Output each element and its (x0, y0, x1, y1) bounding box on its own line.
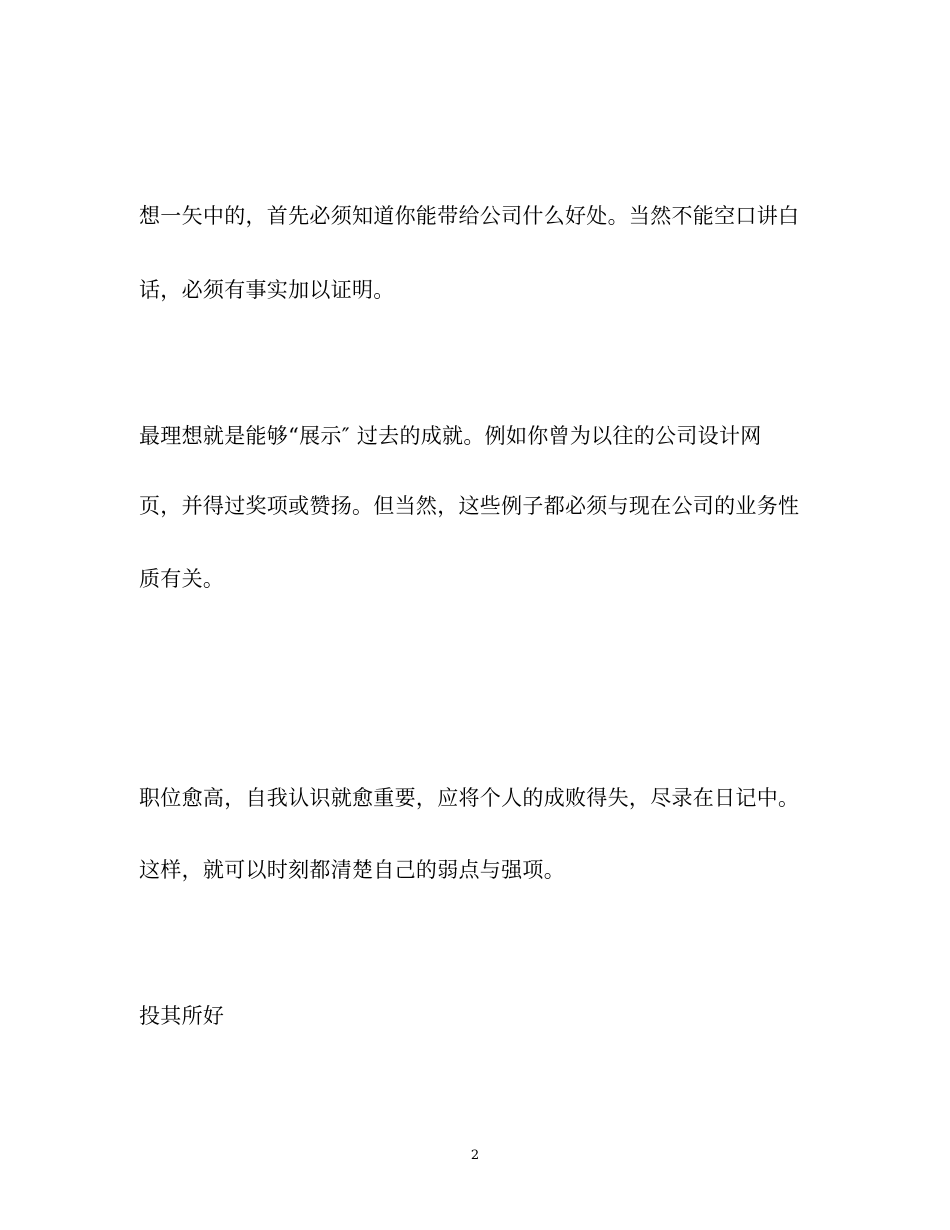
paragraph-2-line-1: 最理想就是能够“展示″ 过去的成就。例如你曾为以往的公司设计网 (139, 424, 762, 448)
paragraph-3-line-1: 职位愈高，自我认识就愈重要，应将个人的成败得失，尽录在日记中。 (139, 786, 800, 810)
paragraph-2-line-2: 页，并得过奖项或赞扬。但当然，这些例子都必须与现在公司的业务性 (139, 494, 800, 518)
paragraph-1-line-1: 想一矢中的，首先必须知道你能带给公司什么好处。当然不能空口讲白 (139, 204, 800, 228)
paragraph-1-line-2: 话，必须有事实加以证明。 (139, 278, 395, 302)
paragraph-2-line-3: 质有关。 (139, 567, 225, 591)
page-number: 2 (470, 1148, 480, 1163)
section-heading: 投其所好 (139, 1004, 225, 1028)
paragraph-3-line-2: 这样，就可以时刻都清楚自己的弱点与强项。 (139, 858, 565, 882)
